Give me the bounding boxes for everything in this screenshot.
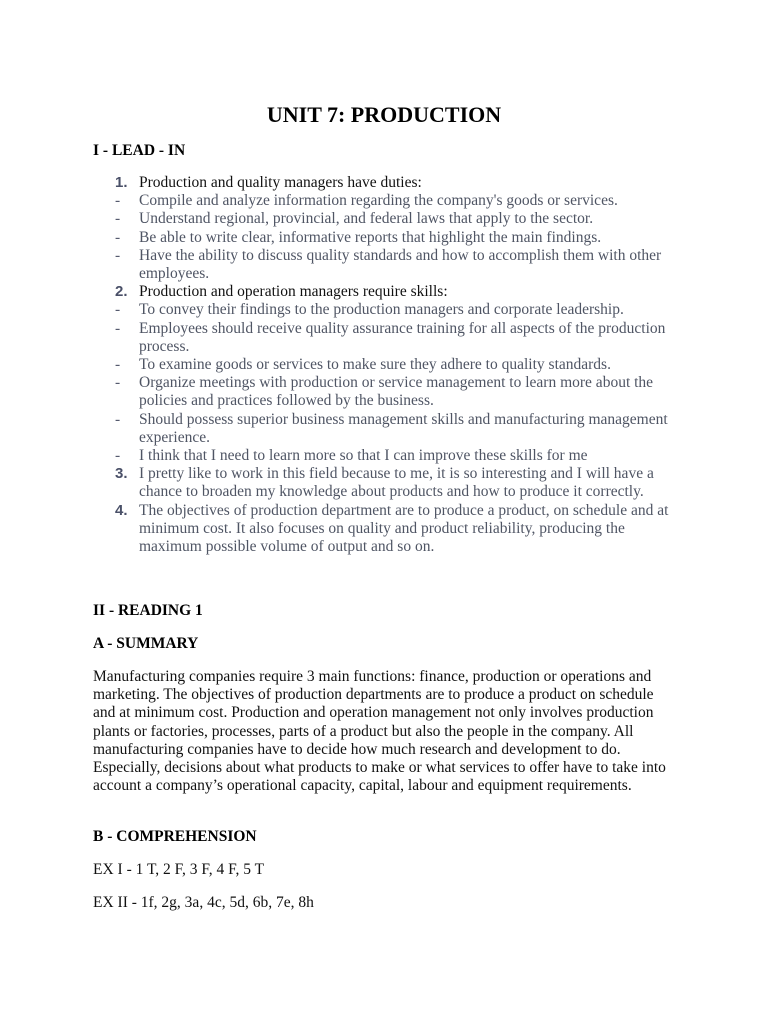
lead-in-list bbox=[93, 174, 683, 556]
list-bullet: - bbox=[115, 447, 121, 465]
list-item-text: Understand regional, provincial, and federal laws that apply to the sector. bbox=[139, 210, 594, 228]
list-bullet: - bbox=[115, 319, 121, 337]
list-item bbox=[93, 374, 683, 410]
list-bullet: - bbox=[115, 210, 121, 228]
list-item-text: Production and operation managers require skills: bbox=[139, 283, 448, 301]
list-item bbox=[93, 229, 683, 247]
list-bullet: - bbox=[115, 410, 121, 428]
list-item bbox=[93, 210, 683, 228]
list-number: 1. bbox=[115, 174, 128, 191]
list-item bbox=[93, 192, 683, 210]
reading-heading: II - READING 1 bbox=[93, 602, 203, 619]
list-item-text: Employees should receive quality assurance training for all aspects of the production process. bbox=[139, 319, 666, 355]
page-title: UNIT 7: PRODUCTION bbox=[266, 102, 502, 127]
list-item bbox=[93, 247, 683, 283]
summary-paragraph: Manufacturing companies require 3 main functions: finance, production or operations and marketing. The objectives of production departments are to produce a product on schedule and at minimum cost. Production and operation management not only involves production plants or factories, processes, parts of a product but also the people in the company. All manufacturing companies have to decide how much research and development to do. Especially, decisions about what products to make or what services to offer have to take into account a company’s operational capacity, capital, labour and equipment requirements. bbox=[93, 668, 666, 795]
list-item bbox=[93, 320, 683, 356]
list-item bbox=[93, 411, 683, 447]
list-item-text: To examine goods or services to make sure they adhere to quality standards. bbox=[139, 356, 611, 374]
list-number: 2. bbox=[115, 283, 128, 301]
summary-heading: A - SUMMARY bbox=[93, 635, 199, 652]
list-item bbox=[93, 356, 683, 374]
list-item-text: Should possess superior business management skills and manufacturing management experience. bbox=[139, 410, 668, 446]
list-item-text: To convey their findings to the production managers and corporate leadership. bbox=[139, 301, 624, 319]
exercise-2-answers: EX II - 1f, 2g, 3a, 4c, 5d, 6b, 7e, 8h bbox=[93, 894, 314, 911]
list-item bbox=[93, 502, 683, 557]
list-item bbox=[93, 283, 683, 301]
list-item bbox=[93, 301, 683, 319]
list-bullet: - bbox=[115, 246, 121, 264]
list-bullet: - bbox=[115, 228, 121, 246]
list-item-text: Compile and analyze information regarding the company's goods or services. bbox=[139, 192, 618, 210]
list-item-text: Be able to write clear, informative reports that highlight the main findings. bbox=[139, 228, 602, 246]
list-item bbox=[93, 174, 683, 192]
list-item-text: The objectives of production department are to produce a product, on schedule and at minimum cost. It also focuses on quality and product reliability, producing the maximum possible volume of output and so on. bbox=[139, 501, 669, 556]
list-number: 4. bbox=[115, 501, 128, 519]
list-bullet: - bbox=[115, 356, 121, 374]
list-bullet: - bbox=[115, 301, 121, 319]
list-item bbox=[93, 447, 683, 465]
exercise-1-answers: EX I - 1 T, 2 F, 3 F, 4 F, 5 T bbox=[93, 861, 265, 878]
comprehension-heading: B - COMPREHENSION bbox=[93, 828, 257, 845]
list-item-text: Have the ability to discuss quality standards and how to accomplish them with other employees. bbox=[139, 246, 662, 283]
list-item-text: I think that I need to learn more so that I can improve these skills for me bbox=[139, 447, 588, 465]
list-number: 3. bbox=[115, 465, 128, 483]
lead-in-heading: I - LEAD - IN bbox=[93, 142, 186, 159]
list-item-text: I pretty like to work in this field because to me, it is so interesting and I will have a chance to broaden my knowledge about products and how to produce it correctly. bbox=[139, 465, 654, 501]
list-bullet: - bbox=[115, 374, 121, 392]
list-item bbox=[93, 465, 683, 501]
list-bullet: - bbox=[115, 192, 121, 210]
list-item-text: Production and quality managers have duties: bbox=[139, 174, 422, 191]
list-item-text: Organize meetings with production or service management to learn more about the policies and practices followed by the business. bbox=[139, 374, 654, 410]
